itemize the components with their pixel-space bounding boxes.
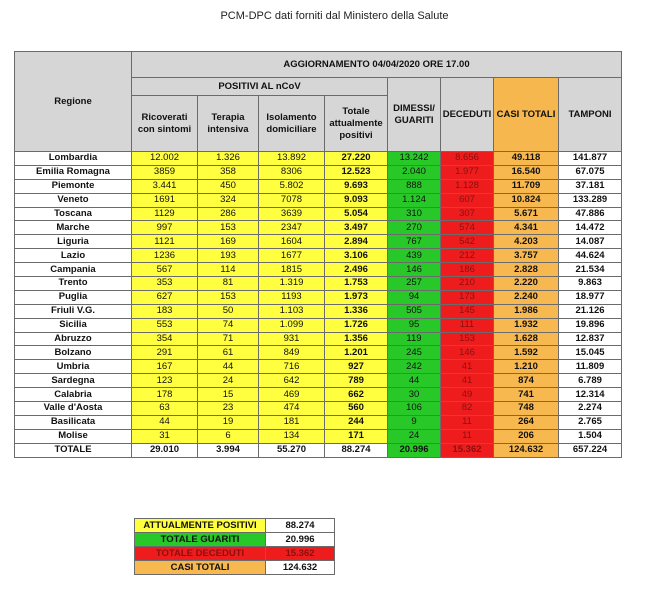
summary-label: CASI TOTALI <box>135 561 266 575</box>
table-row <box>15 235 622 249</box>
cell-terapia: 15 <box>198 388 259 402</box>
cell-totale: 662 <box>325 388 388 402</box>
cell-ricoverati: 12.002 <box>132 152 198 166</box>
cell-dimessi: 439 <box>388 249 441 263</box>
cell-casi: 16.540 <box>494 165 559 179</box>
cell-ricoverati: 553 <box>132 318 198 332</box>
cell-totale: 12.523 <box>325 165 388 179</box>
cell-regione: Lazio <box>15 249 132 263</box>
cell-totale: 27.220 <box>325 152 388 166</box>
positivi-header: POSITIVI AL nCoV <box>132 78 388 96</box>
cell-ricoverati: 3859 <box>132 165 198 179</box>
table-row <box>15 429 622 443</box>
cell-tamponi: 47.886 <box>559 207 622 221</box>
update-header: AGGIORNAMENTO 04/04/2020 ORE 17.00 <box>132 52 622 78</box>
cell-deceduti: 210 <box>441 277 494 291</box>
cell-casi: 1.932 <box>494 318 559 332</box>
cell-deceduti: 542 <box>441 235 494 249</box>
cell-casi: 4.341 <box>494 221 559 235</box>
cell-totale: 2.496 <box>325 263 388 277</box>
cell-terapia: 19 <box>198 415 259 429</box>
cell-deceduti: 212 <box>441 249 494 263</box>
cell-tamponi: 21.126 <box>559 304 622 318</box>
cell-totale: 1.336 <box>325 304 388 318</box>
cell-terapia: 358 <box>198 165 259 179</box>
total-row <box>15 443 622 457</box>
summary-value: 15.362 <box>266 547 335 561</box>
cell-regione: Trento <box>15 277 132 291</box>
col-ricoverati-header: Ricoverati con sintomi <box>132 96 198 152</box>
cell-regione: Valle d'Aosta <box>15 402 132 416</box>
total-casi: 124.632 <box>494 443 559 457</box>
cell-dimessi: 245 <box>388 346 441 360</box>
cell-isolamento: 134 <box>259 429 325 443</box>
table-row <box>15 374 622 388</box>
cell-isolamento: 1.319 <box>259 277 325 291</box>
table-row <box>15 415 622 429</box>
table-row <box>15 207 622 221</box>
cell-ricoverati: 178 <box>132 388 198 402</box>
cell-isolamento: 469 <box>259 388 325 402</box>
cell-isolamento: 181 <box>259 415 325 429</box>
cell-regione: Toscana <box>15 207 132 221</box>
cell-tamponi: 2.765 <box>559 415 622 429</box>
cell-deceduti: 145 <box>441 304 494 318</box>
cell-terapia: 61 <box>198 346 259 360</box>
cell-casi: 206 <box>494 429 559 443</box>
region-header: Regione <box>15 52 132 152</box>
cell-deceduti: 49 <box>441 388 494 402</box>
cell-deceduti: 146 <box>441 346 494 360</box>
cell-regione: Veneto <box>15 193 132 207</box>
cell-deceduti: 41 <box>441 374 494 388</box>
cell-dimessi: 13.242 <box>388 152 441 166</box>
total-dimessi: 20.996 <box>388 443 441 457</box>
cell-ricoverati: 291 <box>132 346 198 360</box>
cell-casi: 741 <box>494 388 559 402</box>
total-deceduti: 15.362 <box>441 443 494 457</box>
cell-dimessi: 767 <box>388 235 441 249</box>
cell-totale: 1.201 <box>325 346 388 360</box>
cell-regione: Campania <box>15 263 132 277</box>
cell-dimessi: 505 <box>388 304 441 318</box>
cell-isolamento: 716 <box>259 360 325 374</box>
cell-ricoverati: 183 <box>132 304 198 318</box>
cell-regione: Lombardia <box>15 152 132 166</box>
cell-dimessi: 30 <box>388 388 441 402</box>
cell-terapia: 44 <box>198 360 259 374</box>
cell-deceduti: 11 <box>441 415 494 429</box>
cell-terapia: 286 <box>198 207 259 221</box>
cell-terapia: 193 <box>198 249 259 263</box>
page-header: PCM-DPC dati forniti dal Ministero della Salute <box>220 10 449 22</box>
summary-body <box>135 519 335 575</box>
cell-terapia: 6 <box>198 429 259 443</box>
table-row <box>15 193 622 207</box>
summary-row <box>135 533 335 547</box>
summary-row <box>135 547 335 561</box>
cell-isolamento: 849 <box>259 346 325 360</box>
cell-deceduti: 607 <box>441 193 494 207</box>
cell-dimessi: 1.124 <box>388 193 441 207</box>
cell-totale: 927 <box>325 360 388 374</box>
cell-casi: 5.671 <box>494 207 559 221</box>
cell-isolamento: 2347 <box>259 221 325 235</box>
cell-tamponi: 37.181 <box>559 179 622 193</box>
cell-isolamento: 8306 <box>259 165 325 179</box>
cell-regione: Molise <box>15 429 132 443</box>
cell-deceduti: 307 <box>441 207 494 221</box>
cell-casi: 49.118 <box>494 152 559 166</box>
cell-casi: 748 <box>494 402 559 416</box>
cell-dimessi: 44 <box>388 374 441 388</box>
col-deceduti-header: DECEDUTI <box>441 78 494 152</box>
cell-tamponi: 9.863 <box>559 277 622 291</box>
cell-tamponi: 2.274 <box>559 402 622 416</box>
table-row <box>15 152 622 166</box>
cell-isolamento: 1193 <box>259 290 325 304</box>
cell-dimessi: 94 <box>388 290 441 304</box>
cell-deceduti: 1.977 <box>441 165 494 179</box>
cell-dimessi: 257 <box>388 277 441 291</box>
cell-totale: 789 <box>325 374 388 388</box>
cell-totale: 1.973 <box>325 290 388 304</box>
cell-casi: 2.240 <box>494 290 559 304</box>
col-dimessi-header: DIMESSI/ GUARITI <box>388 78 441 152</box>
cell-casi: 1.986 <box>494 304 559 318</box>
table-row <box>15 165 622 179</box>
cell-terapia: 74 <box>198 318 259 332</box>
cell-casi: 4.203 <box>494 235 559 249</box>
cell-tamponi: 21.534 <box>559 263 622 277</box>
cell-terapia: 71 <box>198 332 259 346</box>
cell-ricoverati: 1691 <box>132 193 198 207</box>
cell-ricoverati: 31 <box>132 429 198 443</box>
cell-tamponi: 12.314 <box>559 388 622 402</box>
summary-label: TOTALE DECEDUTI <box>135 547 266 561</box>
summary-row <box>135 519 335 533</box>
cell-totale: 1.356 <box>325 332 388 346</box>
col-tamponi-header: TAMPONI <box>559 78 622 152</box>
cell-terapia: 24 <box>198 374 259 388</box>
cell-regione: Puglia <box>15 290 132 304</box>
summary-value: 88.274 <box>266 519 335 533</box>
cell-isolamento: 1677 <box>259 249 325 263</box>
table-row <box>15 249 622 263</box>
cell-totale: 171 <box>325 429 388 443</box>
cell-casi: 10.824 <box>494 193 559 207</box>
cell-regione: Piemonte <box>15 179 132 193</box>
cell-regione: Bolzano <box>15 346 132 360</box>
cell-totale: 244 <box>325 415 388 429</box>
cell-regione: Friuli V.G. <box>15 304 132 318</box>
table-row <box>15 277 622 291</box>
cell-ricoverati: 63 <box>132 402 198 416</box>
cell-isolamento: 1.099 <box>259 318 325 332</box>
summary-row <box>135 561 335 575</box>
cell-dimessi: 310 <box>388 207 441 221</box>
cell-dimessi: 242 <box>388 360 441 374</box>
cell-tamponi: 1.504 <box>559 429 622 443</box>
cell-regione: Liguria <box>15 235 132 249</box>
total-tamponi: 657.224 <box>559 443 622 457</box>
cell-tamponi: 133.289 <box>559 193 622 207</box>
cell-casi: 1.628 <box>494 332 559 346</box>
cell-casi: 874 <box>494 374 559 388</box>
total-ricoverati: 29.010 <box>132 443 198 457</box>
cell-totale: 1.726 <box>325 318 388 332</box>
table-row <box>15 388 622 402</box>
table-row <box>15 318 622 332</box>
cell-tamponi: 141.877 <box>559 152 622 166</box>
cell-deceduti: 111 <box>441 318 494 332</box>
total-totale: 88.274 <box>325 443 388 457</box>
table-row <box>15 221 622 235</box>
cell-totale: 3.106 <box>325 249 388 263</box>
cell-tamponi: 44.624 <box>559 249 622 263</box>
cell-totale: 9.693 <box>325 179 388 193</box>
cell-totale: 3.497 <box>325 221 388 235</box>
cell-terapia: 324 <box>198 193 259 207</box>
cell-casi: 1.592 <box>494 346 559 360</box>
cell-deceduti: 1.128 <box>441 179 494 193</box>
cell-casi: 1.210 <box>494 360 559 374</box>
cell-dimessi: 24 <box>388 429 441 443</box>
cell-tamponi: 14.087 <box>559 235 622 249</box>
covid-data-table <box>14 51 622 458</box>
cell-dimessi: 2.040 <box>388 165 441 179</box>
summary-table <box>134 518 335 575</box>
cell-isolamento: 5.802 <box>259 179 325 193</box>
cell-deceduti: 186 <box>441 263 494 277</box>
cell-totale: 5.054 <box>325 207 388 221</box>
summary-label: ATTUALMENTE POSITIVI <box>135 519 266 533</box>
cell-ricoverati: 567 <box>132 263 198 277</box>
cell-deceduti: 8.656 <box>441 152 494 166</box>
cell-regione: Emilia Romagna <box>15 165 132 179</box>
table-row <box>15 332 622 346</box>
cell-totale: 9.093 <box>325 193 388 207</box>
cell-tamponi: 12.837 <box>559 332 622 346</box>
cell-casi: 2.220 <box>494 277 559 291</box>
cell-terapia: 114 <box>198 263 259 277</box>
cell-terapia: 169 <box>198 235 259 249</box>
cell-dimessi: 119 <box>388 332 441 346</box>
cell-isolamento: 1604 <box>259 235 325 249</box>
cell-deceduti: 153 <box>441 332 494 346</box>
col-totale-positivi-header: Totale attualmente positivi <box>325 96 388 152</box>
table-row <box>15 263 622 277</box>
cell-isolamento: 642 <box>259 374 325 388</box>
table-row <box>15 360 622 374</box>
cell-terapia: 23 <box>198 402 259 416</box>
cell-tamponi: 11.809 <box>559 360 622 374</box>
cell-totale: 2.894 <box>325 235 388 249</box>
table-body <box>15 152 622 458</box>
cell-regione: Calabria <box>15 388 132 402</box>
cell-ricoverati: 1121 <box>132 235 198 249</box>
cell-dimessi: 95 <box>388 318 441 332</box>
cell-totale: 1.753 <box>325 277 388 291</box>
cell-ricoverati: 353 <box>132 277 198 291</box>
cell-ricoverati: 167 <box>132 360 198 374</box>
cell-regione: Marche <box>15 221 132 235</box>
cell-terapia: 50 <box>198 304 259 318</box>
cell-ricoverati: 3.441 <box>132 179 198 193</box>
table-row <box>15 346 622 360</box>
cell-tamponi: 6.789 <box>559 374 622 388</box>
cell-tamponi: 19.896 <box>559 318 622 332</box>
cell-regione: Abruzzo <box>15 332 132 346</box>
cell-casi: 2.828 <box>494 263 559 277</box>
col-isolamento-header: Isolamento domiciliare <box>259 96 325 152</box>
cell-isolamento: 474 <box>259 402 325 416</box>
cell-ricoverati: 1129 <box>132 207 198 221</box>
summary-label: TOTALE GUARITI <box>135 533 266 547</box>
cell-isolamento: 1.103 <box>259 304 325 318</box>
cell-deceduti: 574 <box>441 221 494 235</box>
col-casi-header: CASI TOTALI <box>494 78 559 152</box>
total-terapia: 3.994 <box>198 443 259 457</box>
table-row <box>15 304 622 318</box>
summary-value: 124.632 <box>266 561 335 575</box>
col-terapia-header: Terapia intensiva <box>198 96 259 152</box>
cell-dimessi: 888 <box>388 179 441 193</box>
cell-terapia: 1.326 <box>198 152 259 166</box>
table-row <box>15 402 622 416</box>
cell-casi: 264 <box>494 415 559 429</box>
cell-casi: 11.709 <box>494 179 559 193</box>
cell-casi: 3.757 <box>494 249 559 263</box>
cell-tamponi: 18.977 <box>559 290 622 304</box>
cell-regione: Sicilia <box>15 318 132 332</box>
total-isolamento: 55.270 <box>259 443 325 457</box>
cell-regione: Umbria <box>15 360 132 374</box>
cell-ricoverati: 44 <box>132 415 198 429</box>
cell-isolamento: 7078 <box>259 193 325 207</box>
table-row <box>15 179 622 193</box>
cell-deceduti: 82 <box>441 402 494 416</box>
cell-dimessi: 270 <box>388 221 441 235</box>
cell-isolamento: 3639 <box>259 207 325 221</box>
cell-isolamento: 13.892 <box>259 152 325 166</box>
cell-ricoverati: 997 <box>132 221 198 235</box>
cell-dimessi: 106 <box>388 402 441 416</box>
cell-deceduti: 11 <box>441 429 494 443</box>
cell-ricoverati: 123 <box>132 374 198 388</box>
cell-deceduti: 41 <box>441 360 494 374</box>
cell-tamponi: 67.075 <box>559 165 622 179</box>
table-row <box>15 290 622 304</box>
cell-isolamento: 1815 <box>259 263 325 277</box>
summary-value: 20.996 <box>266 533 335 547</box>
cell-terapia: 450 <box>198 179 259 193</box>
cell-totale: 560 <box>325 402 388 416</box>
cell-terapia: 153 <box>198 221 259 235</box>
cell-terapia: 81 <box>198 277 259 291</box>
cell-ricoverati: 354 <box>132 332 198 346</box>
cell-regione: Sardegna <box>15 374 132 388</box>
cell-tamponi: 15.045 <box>559 346 622 360</box>
total-regione: TOTALE <box>15 443 132 457</box>
cell-dimessi: 146 <box>388 263 441 277</box>
cell-deceduti: 173 <box>441 290 494 304</box>
cell-isolamento: 931 <box>259 332 325 346</box>
cell-terapia: 153 <box>198 290 259 304</box>
cell-ricoverati: 1236 <box>132 249 198 263</box>
cell-dimessi: 9 <box>388 415 441 429</box>
cell-regione: Basilicata <box>15 415 132 429</box>
cell-tamponi: 14.472 <box>559 221 622 235</box>
cell-ricoverati: 627 <box>132 290 198 304</box>
